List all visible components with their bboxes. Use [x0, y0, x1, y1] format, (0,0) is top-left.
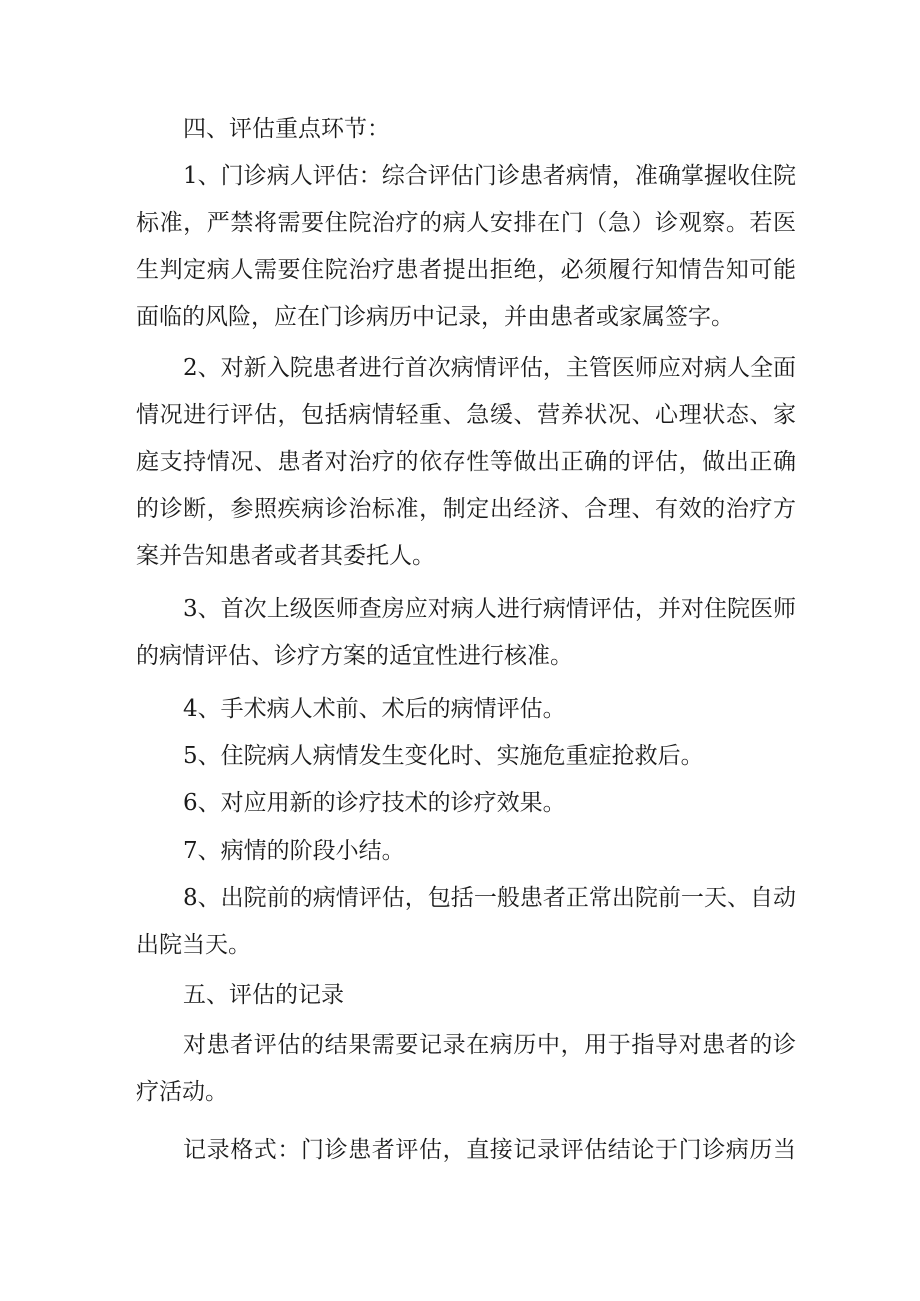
paragraph-line: 生判定病人需要住院治疗患者提出拒绝，必须履行知情告知可能: [136, 257, 796, 283]
paragraph-line: 疗活动。: [136, 1079, 228, 1105]
paragraph-line: 8、出院前的病情评估，包括一般患者正常出院前一天、自动: [183, 885, 796, 911]
section-heading-4: 四、评估重点环节：: [183, 116, 390, 142]
paragraph-line: 对患者评估的结果需要记录在病历中，用于指导对患者的诊: [183, 1032, 796, 1058]
paragraph-line: 的病情评估、诊疗方案的适宜性进行核准。: [136, 643, 573, 669]
paragraph-line: 庭支持情况、患者对治疗的依存性等做出正确的评估，做出正确: [136, 449, 796, 475]
paragraph-line: 3、首次上级医师查房应对病人进行病情评估，并对住院医师: [183, 596, 796, 622]
paragraph-line: 1、门诊病人评估：综合评估门诊患者病情，准确掌握收住院: [183, 163, 796, 189]
paragraph-line: 5、住院病人病情发生变化时、实施危重症抢救后。: [183, 743, 704, 769]
paragraph-line: 7、病情的阶段小结。: [183, 838, 405, 864]
paragraph-line: 出院当天。: [136, 932, 251, 958]
paragraph-line: 情况进行评估，包括病情轻重、急缓、营养状况、心理状态、家: [136, 402, 796, 428]
paragraph-line: 的诊断，参照疾病诊治标准，制定出经济、合理、有效的治疗方: [136, 496, 796, 522]
paragraph-line: 案并告知患者或者其委托人。: [136, 543, 435, 569]
paragraph-line: 2、对新入院患者进行首次病情评估，主管医师应对病人全面: [183, 355, 796, 381]
paragraph-line: 4、手术病人术前、术后的病情评估。: [183, 696, 566, 722]
paragraph-line: 标准，严禁将需要住院治疗的病人安排在门（急）诊观察。若医: [136, 210, 796, 236]
paragraph-line: 6、对应用新的诊疗技术的诊疗效果。: [183, 790, 566, 816]
section-heading-5: 五、评估的记录: [183, 982, 344, 1008]
paragraph-line: 记录格式：门诊患者评估，直接记录评估结论于门诊病历当: [183, 1137, 796, 1163]
paragraph-line: 面临的风险，应在门诊病历中记录，并由患者或家属签字。: [136, 304, 734, 330]
